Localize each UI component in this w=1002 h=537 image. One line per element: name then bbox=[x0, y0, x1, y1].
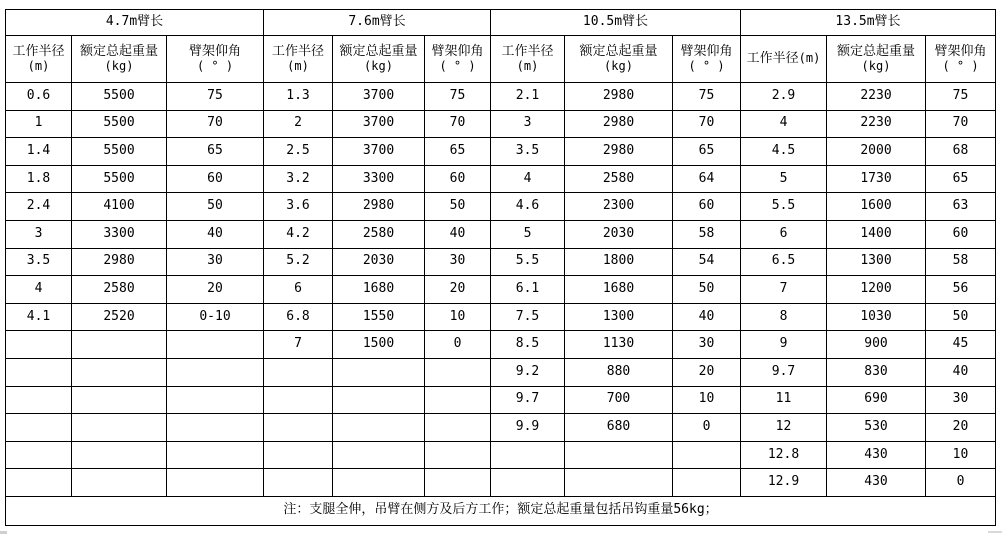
radius-cell: 6.1 bbox=[491, 276, 565, 304]
radius-cell: 4.2 bbox=[264, 220, 333, 248]
angle-cell: 64 bbox=[673, 165, 741, 193]
column-header-unit: (kg) bbox=[364, 58, 393, 73]
angle-cell: 70 bbox=[167, 110, 264, 138]
load-chart-table bbox=[5, 9, 996, 526]
radius-cell: 8.5 bbox=[491, 331, 565, 359]
load-cell: 4100 bbox=[72, 193, 167, 221]
radius-cell: 9.9 bbox=[491, 414, 565, 442]
radius-cell: 0.6 bbox=[6, 83, 72, 111]
load-cell: 2030 bbox=[333, 248, 425, 276]
angle-cell: 65 bbox=[167, 138, 264, 166]
angle-cell: 75 bbox=[167, 83, 264, 111]
radius-cell: 6 bbox=[264, 276, 333, 304]
load-cell: 2980 bbox=[565, 110, 673, 138]
radius-column-header bbox=[6, 36, 72, 83]
radius-cell bbox=[6, 414, 72, 442]
angle-cell bbox=[167, 386, 264, 414]
group-title-row bbox=[6, 10, 996, 36]
angle-cell: 65 bbox=[425, 138, 491, 166]
column-header-unit: (m) bbox=[798, 50, 821, 65]
table-row bbox=[6, 110, 996, 138]
radius-cell: 3 bbox=[491, 110, 565, 138]
radius-cell: 3.2 bbox=[264, 165, 333, 193]
radius-cell: 12 bbox=[741, 414, 827, 442]
angle-cell: 75 bbox=[425, 83, 491, 111]
radius-cell: 3.5 bbox=[6, 248, 72, 276]
radius-cell: 12.8 bbox=[741, 441, 827, 469]
angle-cell: 40 bbox=[926, 358, 996, 386]
load-cell: 1500 bbox=[333, 331, 425, 359]
load-cell bbox=[333, 469, 425, 497]
radius-cell bbox=[6, 331, 72, 359]
load-cell bbox=[72, 414, 167, 442]
column-header-label: 工作半径 bbox=[271, 43, 324, 59]
angle-cell bbox=[673, 441, 741, 469]
table-row bbox=[6, 220, 996, 248]
angle-cell: 60 bbox=[926, 220, 996, 248]
radius-cell: 9 bbox=[741, 331, 827, 359]
load-cell bbox=[72, 331, 167, 359]
radius-column-header bbox=[741, 36, 827, 83]
angle-cell: 0 bbox=[425, 331, 491, 359]
angle-cell: 30 bbox=[167, 248, 264, 276]
radius-cell: 4 bbox=[741, 110, 827, 138]
radius-cell bbox=[264, 469, 333, 497]
angle-cell bbox=[167, 441, 264, 469]
radius-cell: 7 bbox=[264, 331, 333, 359]
angle-cell: 60 bbox=[673, 193, 741, 221]
load-cell: 530 bbox=[827, 414, 926, 442]
load-column-header bbox=[827, 36, 926, 83]
column-header-unit: (m) bbox=[27, 58, 50, 73]
load-cell bbox=[72, 469, 167, 497]
load-cell: 2030 bbox=[565, 220, 673, 248]
load-cell: 3700 bbox=[333, 83, 425, 111]
load-cell: 5500 bbox=[72, 138, 167, 166]
radius-cell: 2.4 bbox=[6, 193, 72, 221]
column-header-label: 工作半径 bbox=[501, 43, 554, 59]
load-cell bbox=[72, 386, 167, 414]
radius-cell: 3.6 bbox=[264, 193, 333, 221]
radius-cell: 4.1 bbox=[6, 303, 72, 331]
boom-length-title: 13.5m臂长 bbox=[741, 10, 996, 36]
load-cell: 1200 bbox=[827, 276, 926, 304]
angle-cell: 58 bbox=[673, 220, 741, 248]
column-header-label: 额定总起重量 bbox=[579, 43, 658, 59]
load-cell: 2520 bbox=[72, 303, 167, 331]
radius-cell bbox=[491, 469, 565, 497]
table-row bbox=[6, 386, 996, 414]
radius-column-header bbox=[264, 36, 333, 83]
load-cell: 2980 bbox=[565, 138, 673, 166]
angle-cell: 50 bbox=[673, 276, 741, 304]
load-cell: 2000 bbox=[827, 138, 926, 166]
angle-cell: 10 bbox=[425, 303, 491, 331]
note-row bbox=[6, 496, 996, 525]
load-cell: 1550 bbox=[333, 303, 425, 331]
column-header-row bbox=[6, 36, 996, 83]
boom-length-title: 4.7m臂长 bbox=[6, 10, 264, 36]
table-row bbox=[6, 193, 996, 221]
angle-cell bbox=[673, 469, 741, 497]
load-cell: 2980 bbox=[565, 83, 673, 111]
angle-cell: 60 bbox=[425, 165, 491, 193]
angle-cell: 20 bbox=[673, 358, 741, 386]
table-row bbox=[6, 248, 996, 276]
angle-cell: 10 bbox=[926, 441, 996, 469]
radius-cell: 9.7 bbox=[741, 358, 827, 386]
load-cell: 2580 bbox=[72, 276, 167, 304]
load-cell: 5500 bbox=[72, 110, 167, 138]
column-header-unit: (m) bbox=[516, 58, 539, 73]
boom-length-title: 10.5m臂长 bbox=[491, 10, 741, 36]
load-cell: 1680 bbox=[565, 276, 673, 304]
column-header-label: 臂架仰角 bbox=[934, 43, 987, 59]
radius-cell: 1.4 bbox=[6, 138, 72, 166]
table-row bbox=[6, 276, 996, 304]
load-cell: 880 bbox=[565, 358, 673, 386]
load-cell bbox=[565, 441, 673, 469]
radius-cell: 9.7 bbox=[491, 386, 565, 414]
angle-cell: 75 bbox=[926, 83, 996, 111]
radius-cell: 1 bbox=[6, 110, 72, 138]
radius-cell bbox=[6, 469, 72, 497]
radius-cell: 3.5 bbox=[491, 138, 565, 166]
load-cell: 5500 bbox=[72, 83, 167, 111]
scan-artifact bbox=[988, 531, 1002, 533]
angle-cell bbox=[167, 358, 264, 386]
column-header-unit: ( ° ) bbox=[688, 58, 725, 73]
angle-cell: 0 bbox=[926, 469, 996, 497]
angle-cell: 0-10 bbox=[167, 303, 264, 331]
angle-column-header bbox=[167, 36, 264, 83]
radius-cell bbox=[6, 358, 72, 386]
column-header-unit: ( ° ) bbox=[942, 58, 979, 73]
radius-cell bbox=[264, 358, 333, 386]
radius-cell bbox=[6, 441, 72, 469]
column-header-label: 臂架仰角 bbox=[188, 43, 241, 59]
radius-cell: 7 bbox=[741, 276, 827, 304]
load-cell bbox=[333, 358, 425, 386]
radius-cell bbox=[264, 414, 333, 442]
table-row bbox=[6, 83, 996, 111]
load-cell: 1130 bbox=[565, 331, 673, 359]
angle-cell: 54 bbox=[673, 248, 741, 276]
load-cell: 3300 bbox=[333, 165, 425, 193]
radius-cell: 1.3 bbox=[264, 83, 333, 111]
column-header-label: 臂架仰角 bbox=[431, 43, 484, 59]
load-cell: 1800 bbox=[565, 248, 673, 276]
radius-cell: 1.8 bbox=[6, 165, 72, 193]
load-cell: 3300 bbox=[72, 220, 167, 248]
load-column-header bbox=[565, 36, 673, 83]
column-header-unit: ( ° ) bbox=[196, 58, 234, 73]
radius-column-header bbox=[491, 36, 565, 83]
angle-cell: 30 bbox=[425, 248, 491, 276]
table-row bbox=[6, 303, 996, 331]
load-cell: 2300 bbox=[565, 193, 673, 221]
radius-cell: 4 bbox=[491, 165, 565, 193]
angle-cell: 40 bbox=[425, 220, 491, 248]
column-header-unit: (kg) bbox=[604, 58, 633, 73]
angle-cell: 70 bbox=[673, 110, 741, 138]
column-header-label: 工作半径 bbox=[12, 43, 65, 59]
angle-cell: 30 bbox=[673, 331, 741, 359]
angle-cell bbox=[425, 386, 491, 414]
load-cell: 1730 bbox=[827, 165, 926, 193]
angle-cell: 70 bbox=[926, 110, 996, 138]
angle-cell: 68 bbox=[926, 138, 996, 166]
load-cell: 900 bbox=[827, 331, 926, 359]
crane-load-chart bbox=[5, 9, 996, 526]
table-row bbox=[6, 469, 996, 497]
angle-column-header bbox=[673, 36, 741, 83]
scan-artifact bbox=[0, 531, 7, 534]
table-row bbox=[6, 138, 996, 166]
table-row bbox=[6, 358, 996, 386]
radius-cell: 5 bbox=[491, 220, 565, 248]
angle-cell: 56 bbox=[926, 276, 996, 304]
angle-cell bbox=[167, 331, 264, 359]
load-cell: 430 bbox=[827, 441, 926, 469]
radius-cell: 7.5 bbox=[491, 303, 565, 331]
table-row bbox=[6, 414, 996, 442]
load-cell: 1030 bbox=[827, 303, 926, 331]
radius-cell: 2.9 bbox=[741, 83, 827, 111]
table-row bbox=[6, 441, 996, 469]
radius-cell: 5.2 bbox=[264, 248, 333, 276]
angle-cell: 30 bbox=[926, 386, 996, 414]
load-cell bbox=[72, 358, 167, 386]
load-cell: 1300 bbox=[565, 303, 673, 331]
column-header-label: 臂架仰角 bbox=[680, 43, 733, 59]
angle-column-header bbox=[425, 36, 491, 83]
column-header-unit: (m) bbox=[287, 58, 309, 73]
load-cell bbox=[565, 469, 673, 497]
angle-column-header bbox=[926, 36, 996, 83]
angle-cell bbox=[425, 469, 491, 497]
load-cell: 1400 bbox=[827, 220, 926, 248]
load-cell: 2580 bbox=[333, 220, 425, 248]
column-header-label: 工作半径 bbox=[746, 50, 799, 66]
radius-cell: 2.5 bbox=[264, 138, 333, 166]
load-column-header bbox=[333, 36, 425, 83]
angle-cell: 65 bbox=[926, 165, 996, 193]
column-header-unit: (kg) bbox=[861, 58, 891, 73]
load-cell: 430 bbox=[827, 469, 926, 497]
angle-cell: 20 bbox=[425, 276, 491, 304]
angle-cell: 50 bbox=[425, 193, 491, 221]
angle-cell: 45 bbox=[926, 331, 996, 359]
load-cell: 700 bbox=[565, 386, 673, 414]
load-cell bbox=[72, 441, 167, 469]
radius-cell bbox=[6, 386, 72, 414]
angle-cell: 60 bbox=[167, 165, 264, 193]
load-cell: 1680 bbox=[333, 276, 425, 304]
radius-cell: 5.5 bbox=[741, 193, 827, 221]
angle-cell: 50 bbox=[167, 193, 264, 221]
angle-cell bbox=[425, 358, 491, 386]
radius-cell: 5.5 bbox=[491, 248, 565, 276]
angle-cell bbox=[425, 414, 491, 442]
radius-cell: 8 bbox=[741, 303, 827, 331]
load-cell: 2580 bbox=[565, 165, 673, 193]
angle-cell: 58 bbox=[926, 248, 996, 276]
radius-cell: 5 bbox=[741, 165, 827, 193]
load-cell: 1600 bbox=[827, 193, 926, 221]
angle-cell: 20 bbox=[167, 276, 264, 304]
load-cell: 830 bbox=[827, 358, 926, 386]
load-cell bbox=[333, 414, 425, 442]
angle-cell: 40 bbox=[167, 220, 264, 248]
angle-cell bbox=[167, 414, 264, 442]
load-column-header bbox=[72, 36, 167, 83]
radius-cell: 6 bbox=[741, 220, 827, 248]
angle-cell bbox=[167, 469, 264, 497]
angle-cell: 20 bbox=[926, 414, 996, 442]
radius-cell bbox=[491, 441, 565, 469]
load-cell: 3700 bbox=[333, 138, 425, 166]
radius-cell: 2.1 bbox=[491, 83, 565, 111]
angle-cell: 50 bbox=[926, 303, 996, 331]
angle-cell bbox=[425, 441, 491, 469]
radius-cell: 9.2 bbox=[491, 358, 565, 386]
angle-cell: 10 bbox=[673, 386, 741, 414]
radius-cell bbox=[264, 386, 333, 414]
radius-cell: 6.8 bbox=[264, 303, 333, 331]
angle-cell: 65 bbox=[673, 138, 741, 166]
load-cell: 2230 bbox=[827, 83, 926, 111]
column-header-unit: ( ° ) bbox=[439, 58, 476, 73]
radius-cell: 6.5 bbox=[741, 248, 827, 276]
load-cell: 680 bbox=[565, 414, 673, 442]
radius-cell: 11 bbox=[741, 386, 827, 414]
footnote: 注：支腿全伸，吊臂在侧方及后方工作；额定总起重量包括吊钩重量56kg； bbox=[6, 496, 996, 525]
angle-cell: 75 bbox=[673, 83, 741, 111]
angle-cell: 63 bbox=[926, 193, 996, 221]
radius-cell: 4.6 bbox=[491, 193, 565, 221]
load-cell: 690 bbox=[827, 386, 926, 414]
load-cell bbox=[333, 386, 425, 414]
load-cell: 3700 bbox=[333, 110, 425, 138]
angle-cell: 0 bbox=[673, 414, 741, 442]
radius-cell: 4.5 bbox=[741, 138, 827, 166]
radius-cell: 2 bbox=[264, 110, 333, 138]
angle-cell: 70 bbox=[425, 110, 491, 138]
load-cell bbox=[333, 441, 425, 469]
angle-cell: 40 bbox=[673, 303, 741, 331]
load-cell: 5500 bbox=[72, 165, 167, 193]
load-cell: 1300 bbox=[827, 248, 926, 276]
table-row bbox=[6, 331, 996, 359]
radius-cell: 4 bbox=[6, 276, 72, 304]
column-header-unit: (kg) bbox=[104, 58, 134, 73]
column-header-label: 额定总起重量 bbox=[836, 43, 915, 59]
boom-length-title: 7.6m臂长 bbox=[264, 10, 491, 36]
load-cell: 2980 bbox=[333, 193, 425, 221]
radius-cell: 3 bbox=[6, 220, 72, 248]
radius-cell bbox=[264, 441, 333, 469]
table-row bbox=[6, 165, 996, 193]
load-cell: 2980 bbox=[72, 248, 167, 276]
load-cell: 2230 bbox=[827, 110, 926, 138]
column-header-label: 额定总起重量 bbox=[79, 43, 158, 59]
column-header-label: 额定总起重量 bbox=[339, 43, 418, 59]
radius-cell: 12.9 bbox=[741, 469, 827, 497]
